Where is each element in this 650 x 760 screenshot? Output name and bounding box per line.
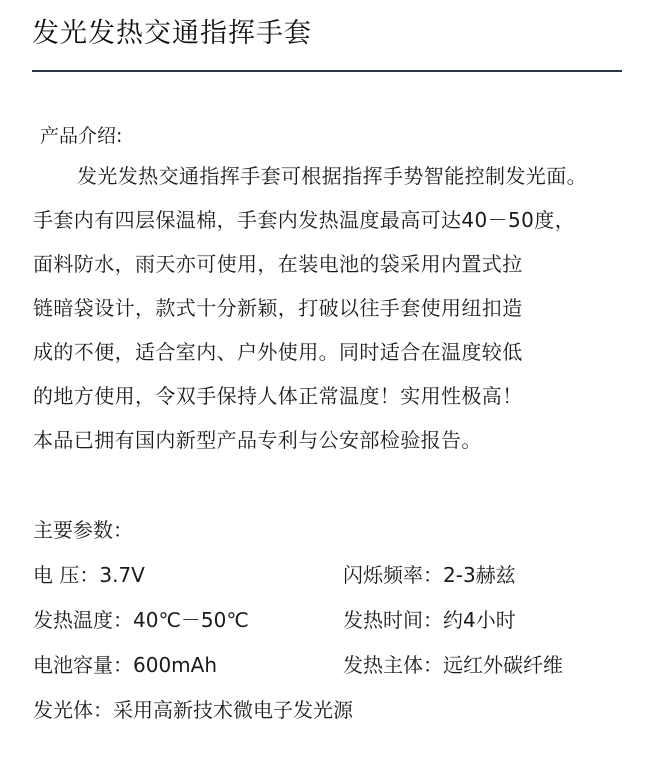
params-table — [33, 555, 633, 735]
page-title: 发光发热交通指挥手套 — [32, 18, 312, 49]
param-voltage: 电 压：3.7V — [33, 563, 145, 587]
intro-line: 链暗袋设计，款式十分新颖，打破以往手套使用纽扣造 — [33, 296, 523, 320]
intro-body — [33, 154, 625, 462]
param-heating-temperature: 发热温度：40℃－50℃ — [33, 608, 249, 632]
params-heading: 主要参数： — [33, 518, 133, 542]
param-row — [33, 600, 633, 645]
intro-line: 发光发热交通指挥手套可根据指挥手势智能控制发光面。 — [77, 164, 587, 188]
param-heating-element: 发热主体：远红外碳纤维 — [343, 653, 563, 677]
param-battery-capacity: 电池容量：600mAh — [33, 653, 218, 677]
param-light-source: 发光体：采用高新技术微电子发光源 — [33, 698, 353, 722]
intro-line: 成的不便，适合室内、户外使用。同时适合在温度较低 — [33, 340, 523, 364]
intro-line: 手套内有四层保温棉，手套内发热温度最高可达40－50度， — [33, 208, 576, 232]
title-divider — [32, 70, 622, 72]
param-row — [33, 690, 633, 735]
intro-line: 本品已拥有国内新型产品专利与公安部检验报告。 — [33, 428, 482, 452]
param-flash-frequency: 闪烁频率：2-3赫兹 — [343, 563, 516, 587]
intro-line: 的地方使用，令双手保持人体正常温度！实用性极高！ — [33, 384, 523, 408]
intro-line: 面料防水，雨天亦可使用，在装电池的袋采用内置式拉 — [33, 252, 523, 276]
param-row — [33, 555, 633, 600]
param-heating-time: 发热时间：约4小时 — [343, 608, 516, 632]
param-row — [33, 645, 633, 690]
intro-heading: 产品介绍: — [40, 125, 123, 147]
